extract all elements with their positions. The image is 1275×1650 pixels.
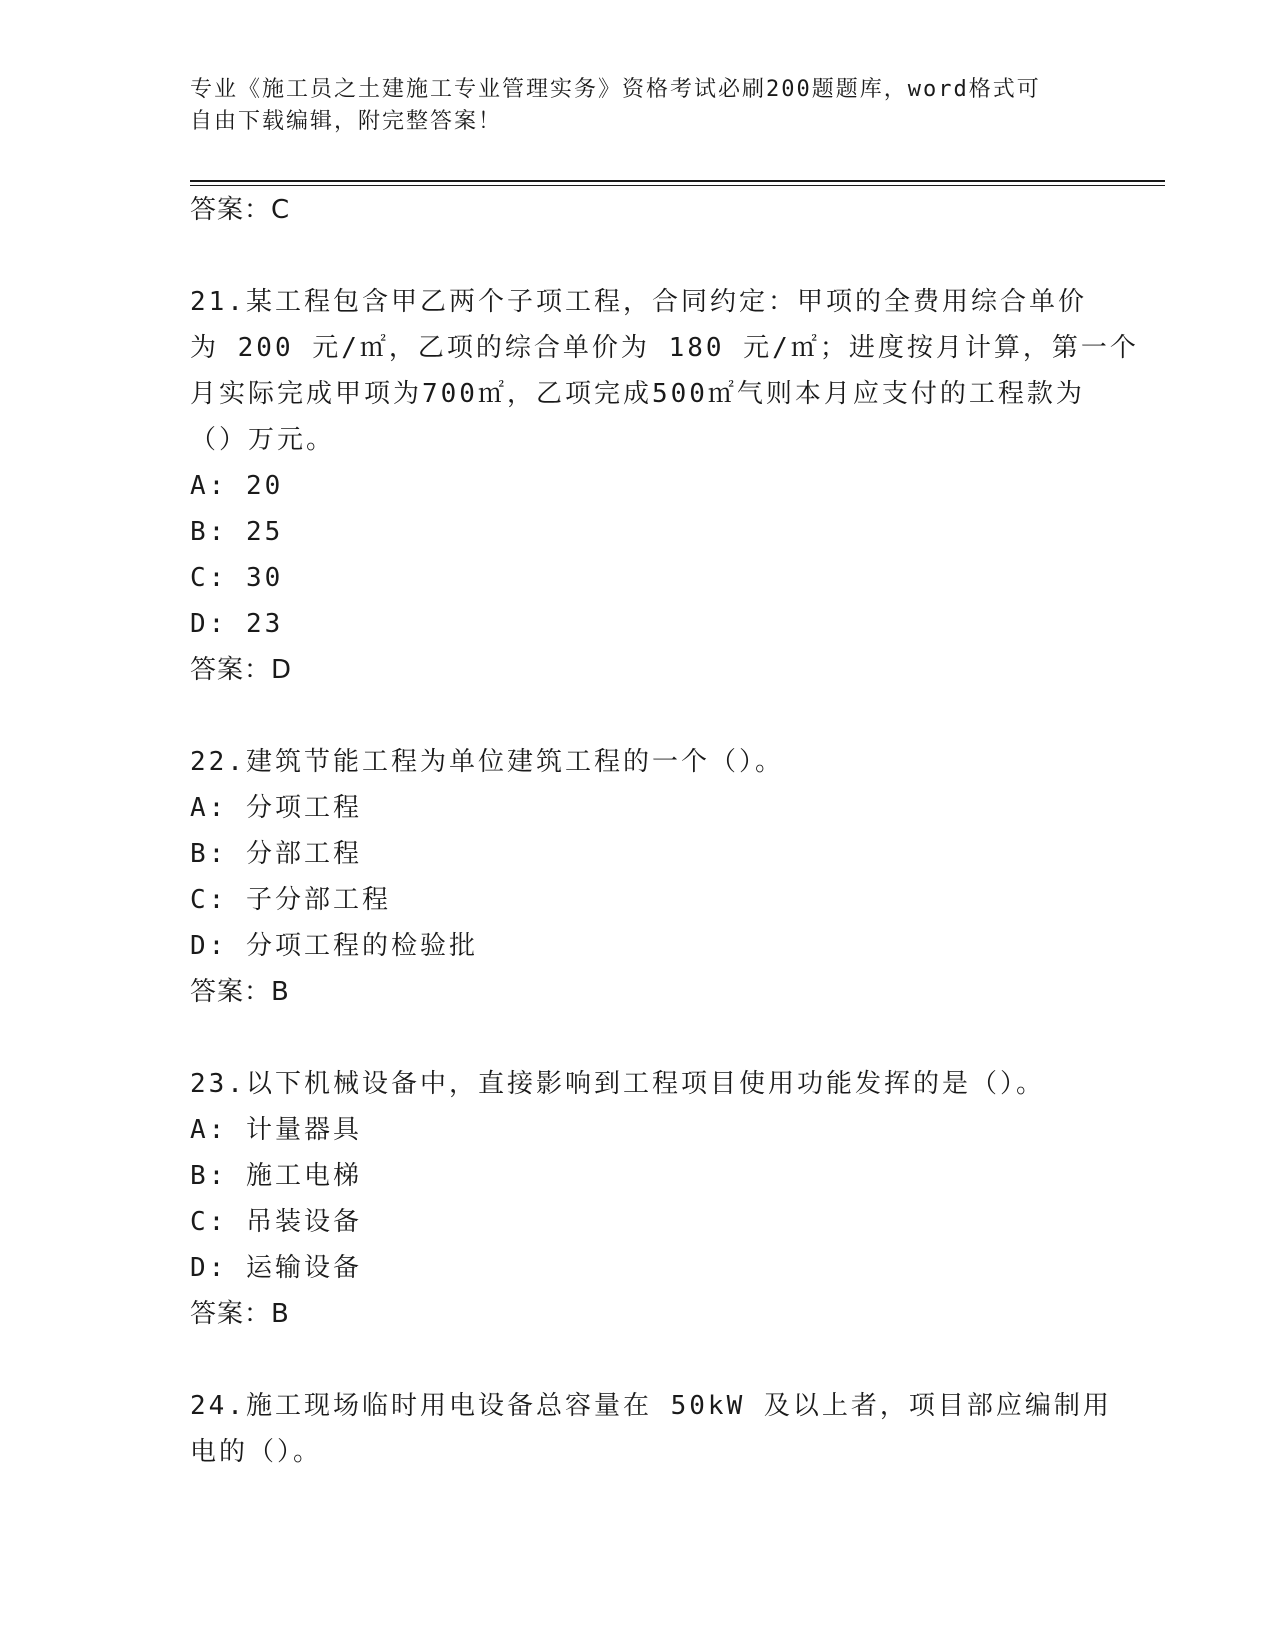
question-stem-line: 为 200 元/㎡，乙项的综合单价为 180 元/㎡；进度按月计算，第一个 — [190, 333, 1139, 363]
option-d: D: 分项工程的检验批 — [190, 931, 478, 961]
question-stem-line: （）万元。 — [190, 425, 336, 455]
option-c: C: 30 — [190, 563, 284, 593]
answer-line: 答案：B — [190, 1299, 290, 1329]
spacer — [190, 693, 1090, 739]
question-stem-line: 23.以下机械设备中，直接影响到工程项目使用功能发挥的是（）。 — [190, 1069, 1045, 1099]
question-stem-line: 月实际完成甲项为700㎡，乙项完成500㎡气则本月应支付的工程款为 — [190, 379, 1085, 409]
header-line-1: 专业《施工员之土建施工专业管理实务》资格考试必刷200题题库，word格式可 — [190, 77, 1041, 102]
answer-line: 答案：C — [190, 195, 291, 225]
question-stem-line: 电的（）。 — [190, 1437, 323, 1467]
header-line-2: 自由下载编辑，附完整答案！ — [190, 109, 503, 134]
answer-line: 答案：B — [190, 977, 290, 1007]
option-b: B: 施工电梯 — [190, 1161, 362, 1191]
document-header — [190, 74, 1090, 138]
question-list — [190, 187, 1139, 1475]
option-b: B: 分部工程 — [190, 839, 362, 869]
option-d: D: 运输设备 — [190, 1253, 362, 1283]
question-21 — [190, 279, 1139, 693]
option-c: C: 子分部工程 — [190, 885, 391, 915]
spacer — [190, 1015, 1090, 1061]
option-c: C: 吊装设备 — [190, 1207, 362, 1237]
spacer — [190, 1337, 1090, 1383]
answer-line: 答案：D — [190, 655, 293, 685]
header-divider-thick — [190, 180, 1165, 182]
option-a: A: 分项工程 — [190, 793, 362, 823]
header-divider-thin — [190, 185, 1165, 186]
option-a: A: 20 — [190, 471, 284, 501]
question-stem-line: 21.某工程包含甲乙两个子项工程，合同约定：甲项的全费用综合单价 — [190, 287, 1087, 317]
option-d: D: 23 — [190, 609, 284, 639]
spacer — [190, 233, 1090, 279]
question-stem-line: 24.施工现场临时用电设备总容量在 50kW 及以上者，项目部应编制用 — [190, 1391, 1112, 1421]
question-24 — [190, 1383, 1112, 1475]
question-23 — [190, 1061, 1090, 1337]
question-22 — [190, 739, 1090, 1015]
question-stem-line: 22.建筑节能工程为单位建筑工程的一个（）。 — [190, 747, 784, 777]
option-a: A: 计量器具 — [190, 1115, 362, 1145]
option-b: B: 25 — [190, 517, 284, 547]
